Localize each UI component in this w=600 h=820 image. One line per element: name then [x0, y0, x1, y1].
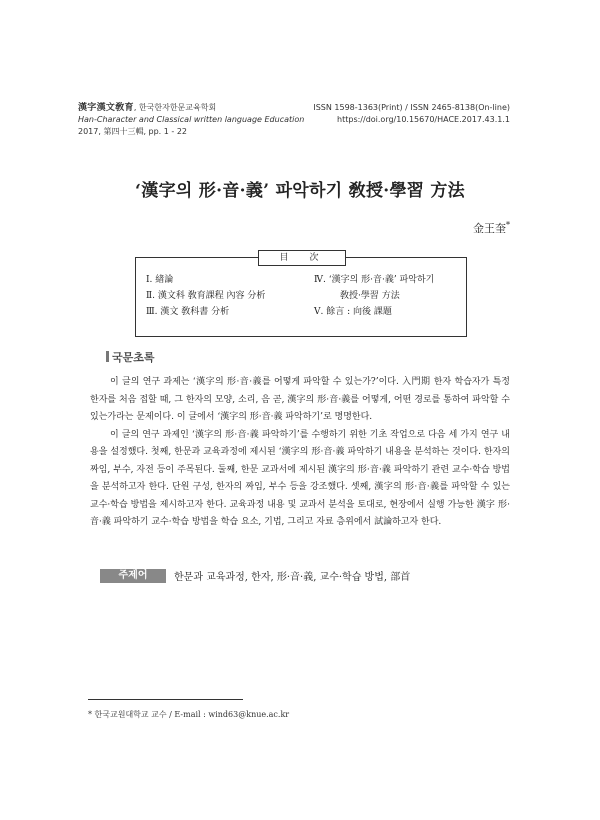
author-name: 金王奎 [473, 222, 506, 235]
keywords-label: 주제어 [100, 569, 166, 583]
keywords [90, 568, 410, 583]
author-footnote-mark[interactable]: * [506, 220, 510, 230]
doi-link[interactable]: https://doi.org/10.15670/HACE.2017.43.1.1 [337, 115, 510, 124]
society-name: 한국한자한문교육학회 [138, 103, 217, 112]
journal-logo: 漢字漢文敎育 [78, 103, 134, 113]
abstract-heading-text: 국문초록 [112, 351, 155, 364]
issn: ISSN 1598-1363(Print) / ISSN 2465-8138(On-line) [313, 103, 510, 112]
toc-heading: 目 次 [258, 250, 346, 266]
toc-item[interactable]: Ⅰ. 緖論 [146, 275, 174, 285]
abstract-body [90, 374, 510, 532]
author [473, 220, 510, 236]
footnote-divider [88, 699, 243, 700]
toc-item[interactable]: Ⅳ. ‘漢字의 形·音·義’ 파악하기 [314, 275, 435, 285]
toc-item[interactable]: 敎授·學習 方法 [340, 291, 400, 301]
volume-info: 2017, 第四十三輯, pp. 1 - 22 [78, 127, 188, 136]
abstract-paragraph: 이 글의 연구 과제는 ‘漢字의 形·音·義를 어떻게 파악할 수 있는가?’이다. 入門期 한자 학습자가 특정 한자를 처음 접할 때, 그 한자의 모양, 소리, 음 곧, 漢字의 形·音·義를 어떻게, 어떤 경로를 통하여 파악할 수 있는가라는 문제이다. 이 글에서 ‘漢字의 形·音·義 파악하기’로 명명한다. [90, 377, 510, 422]
abstract-paragraph: 이 글의 연구 과제인 ‘漢字의 形·音·義 파악하기’를 수행하기 위한 기초 작업으로 다음 세 가지 연구 내용을 설정했다. 첫째, 한문과 교육과정에 제시된 ‘漢字의 形·音·義 파악하기 내용을 분석하는 것이다. 한자의 짜임, 부수, 자전 등이 주목된다. 둘째, 한문 교과서에 제시된 漢字의 形·音·義 파악하기 관련 교수·학습 방법을 분석하고자 한다. 단원 구성, 한자의 짜임, 부수 등을 강조했다. 셋째, 漢字의 形·音·義를 파악할 수 있는 교수·학습 방법을 제시하고자 한다. 교육과정 내용 및 교과서 분석을 토대로, 현장에서 실행 가능한 漢字 形·音·義 파악하기 교수·학습 방법을 학습 요소, 기법, 그리고 자료 층위에서 試論하고자 한다. [90, 429, 510, 527]
heading-bar-icon [106, 351, 109, 362]
journal-header: 漢字漢文敎育, 한국한자한문교육학회 Han-Character and Classical written language Education 2017, 第四十三輯, pp. 1 - 22 [78, 103, 305, 136]
toc-item[interactable]: Ⅲ. 漢文 敎科書 分析 [146, 307, 230, 317]
toc-item[interactable]: Ⅱ. 漢文科 敎育課程 內容 分析 [146, 291, 266, 301]
toc-item[interactable]: Ⅴ. 餘言 : 向後 課題 [314, 307, 392, 317]
abstract-heading [106, 349, 155, 365]
table-of-contents [135, 253, 467, 337]
author-footnote: * 한국교원대학교 교수 / E-mail : wind63@knue.ac.kr [88, 710, 290, 719]
keywords-text: 한문과 교육과정, 한자, 形·音·義, 교수·학습 방법, 部首 [174, 572, 411, 583]
publication-ids [313, 102, 510, 126]
journal-english-title: Han-Character and Classical written language Education [78, 115, 305, 124]
paper-title: ‘漢字의 形·音·義’ 파악하기 敎授·學習 方法 [135, 181, 465, 201]
toc-left-column [146, 272, 265, 320]
toc-right-column [314, 272, 434, 320]
